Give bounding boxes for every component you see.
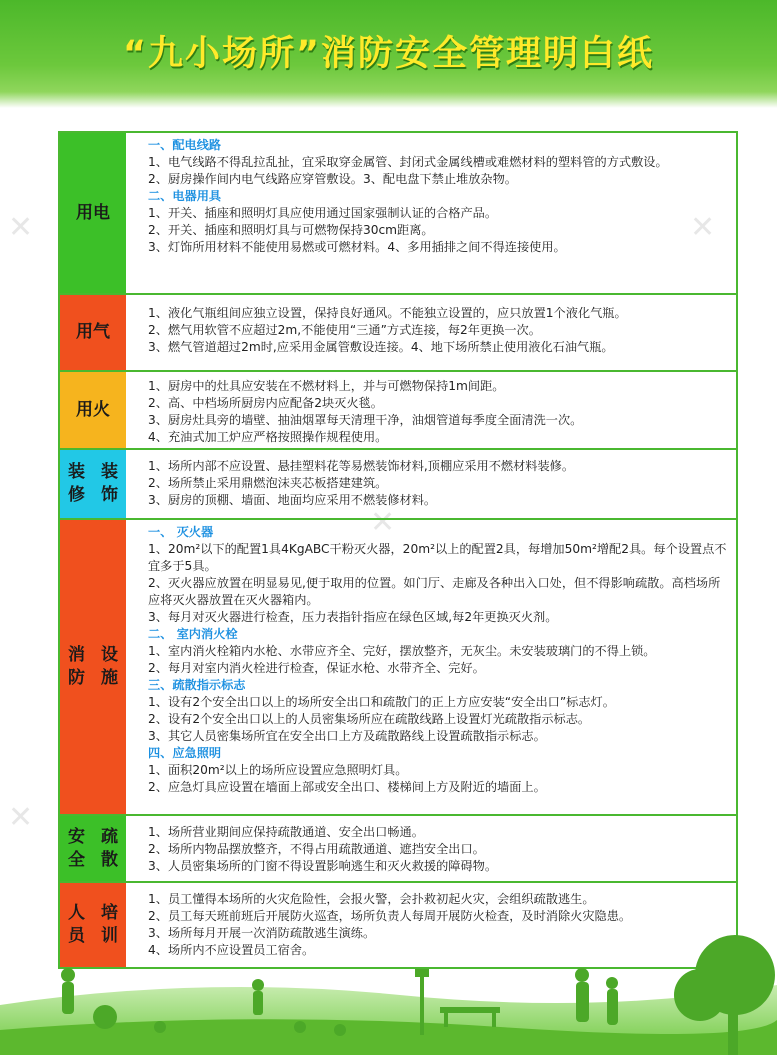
- section-heading: 三、疏散指示标志: [148, 678, 246, 692]
- section-heading: 一、 灭火器: [148, 525, 214, 539]
- rule-item: 3、灯饰所用材料不能使用易燃或可燃材料。4、多用插排之间不得连接使用。: [148, 240, 566, 254]
- category-label: 人员: [68, 903, 85, 946]
- rule-item: 1、液化气瓶组间应独立设置，保持良好通风。不能独立设置的，应只放置1个液化气瓶。: [148, 306, 627, 320]
- row-gas: [58, 295, 738, 372]
- category-label: 安全: [68, 826, 85, 870]
- rule-item: 1、场所内部不应设置、悬挂塑料花等易燃装饰材料,顶棚应采用不燃材料装修。: [148, 459, 575, 473]
- category-label: 疏散: [101, 826, 118, 870]
- rule-item: 1、设有2个安全出口以上的场所安全出口和疏散门的正上方应安装“安全出口”标志灯。: [148, 695, 615, 709]
- rule-item: 1、员工懂得本场所的火灾危险性，会报火警，会扑救初起火灾，会组织疏散逃生。: [148, 892, 595, 906]
- section-heading: 一、配电线路: [148, 138, 222, 152]
- content-electricity: [126, 133, 736, 293]
- category-decoration: [60, 450, 126, 518]
- category-label: 用气: [76, 322, 110, 342]
- rule-item: 1、厨房中的灶具应安装在不燃材料上，并与可燃物保持1m间距。: [148, 379, 505, 393]
- rule-item: 1、20m²以下的配置1具4KgABC干粉灭火器，20m²以上的配置2具，每增加50m²增配2具。每个设置点不宜多于5具。: [148, 542, 727, 573]
- page-title: “九小场所”消防安全管理明白纸: [122, 34, 654, 74]
- rule-item: 3、每月对灭火器进行检查，压力表指针指应在绿色区域,每2年更换灭火剂。: [148, 610, 558, 624]
- rule-item: 2、场所禁止采用鼎燃泡沫夹芯板搭建建筑。: [148, 476, 388, 490]
- rule-item: 3、其它人员密集场所宜在安全出口上方及疏散路线上设置疏散指示标志。: [148, 729, 546, 743]
- rule-item: 2、高、中档场所厨房内应配备2块灭火毯。: [148, 396, 383, 410]
- category-electricity: [60, 133, 126, 293]
- rule-item: 4、充油式加工炉应严格按照操作规程使用。: [148, 430, 388, 444]
- park-scene-illustration: [0, 935, 777, 1055]
- rule-item: 2、燃气用软管不应超过2m,不能使用“三通”方式连接，每2年更换一次。: [148, 323, 541, 337]
- category-evacuation: [60, 816, 126, 881]
- rule-item: 1、室内消火栓箱内水枪、水带应齐全、完好，摆放整齐，无灰尘。未安装玻璃门的不得上锁。: [148, 644, 656, 658]
- row-decoration: [58, 450, 738, 520]
- category-label: 用火: [76, 399, 110, 420]
- category-label: 培训: [101, 903, 118, 946]
- content-decoration: [126, 450, 736, 518]
- rule-item: 2、设有2个安全出口以上的人员密集场所应在疏散线路上设置灯光疏散指示标志。: [148, 712, 591, 726]
- category-label: 装饰: [101, 462, 118, 505]
- rule-item: 2、灭火器应放置在明显易见,便于取用的位置。如门厅、走廊及各种出入口处，但不得影响疏散。高档场所应将灭火器放置在灭火器箱内。: [148, 576, 721, 607]
- row-fire-use: [58, 372, 738, 450]
- rule-item: 2、每月对室内消火栓进行检查，保证水枪、水带齐全、完好。: [148, 661, 485, 675]
- rule-item: 2、应急灯具应设置在墙面上部或安全出口、楼梯间上方及附近的墙面上。: [148, 780, 546, 794]
- rule-item: 3、燃气管道超过2m时,应采用金属管敷设连接。4、地下场所禁止使用液化石油气瓶。: [148, 340, 614, 354]
- rule-item: 1、场所营业期间应保持疏散通道、安全出口畅通。: [148, 825, 424, 839]
- rule-item: 4、场所内不应设置员工宿舍。: [148, 943, 315, 957]
- row-electricity: [58, 133, 738, 295]
- category-gas: [60, 295, 126, 370]
- section-heading: 四、应急照明: [148, 746, 222, 760]
- section-heading: 二、 室内消火栓: [148, 627, 238, 641]
- rule-item: 2、厨房操作间内电气线路应穿管敷设。3、配电盘下禁止堆放杂物。: [148, 172, 517, 186]
- category-fire-use: [60, 372, 126, 448]
- row-fire-facilities: [58, 520, 738, 816]
- watermark: ✕: [370, 505, 396, 540]
- category-fire-facilities: [60, 520, 126, 814]
- watermark: ✕: [8, 210, 34, 245]
- section-heading: 二、电器用具: [148, 189, 222, 203]
- content-evacuation: [126, 816, 736, 881]
- category-label: 设施: [101, 645, 118, 688]
- content-fire-use: [126, 372, 736, 448]
- regulation-table: [58, 131, 738, 969]
- rule-item: 3、人员密集场所的门窗不得设置影响逃生和灭火救援的障碍物。: [148, 859, 498, 873]
- row-evacuation: [58, 816, 738, 883]
- rule-item: 3、厨房的顶棚、墙面、地面均应采用不燃装修材料。: [148, 493, 437, 507]
- watermark: ✕: [690, 210, 716, 245]
- content-gas: [126, 295, 736, 370]
- rule-item: 3、场所每月开展一次消防疏散逃生演练。: [148, 926, 376, 940]
- rule-item: 2、场所内物品摆放整齐，不得占用疏散通道、遮挡安全出口。: [148, 842, 485, 856]
- content-fire-facilities: [126, 520, 736, 814]
- rule-item: 1、面积20m²以上的场所应设置应急照明灯具。: [148, 763, 408, 777]
- rule-item: 2、开关、插座和照明灯具与可燃物保持30cm距离。: [148, 223, 434, 237]
- rule-item: 3、厨房灶具旁的墙壁、抽油烟罩每天清理干净，油烟管道每季度全面清洗一次。: [148, 413, 583, 427]
- rule-item: 1、开关、插座和照明灯具应使用通过国家强制认证的合格产品。: [148, 206, 498, 220]
- rule-item: 2、员工每天班前班后开展防火巡查，场所负责人每周开展防火检查，及时消除火灾隐患。: [148, 909, 632, 923]
- rule-item: 1、电气线路不得乱拉乱扯，宜采取穿金属管、封闭式金属线槽或难燃材料的塑料管的方式敷设。: [148, 155, 668, 169]
- watermark: ✕: [8, 800, 34, 835]
- category-label: 装修: [68, 462, 85, 505]
- category-label: 用电: [76, 202, 110, 223]
- category-label: 消防: [68, 645, 85, 688]
